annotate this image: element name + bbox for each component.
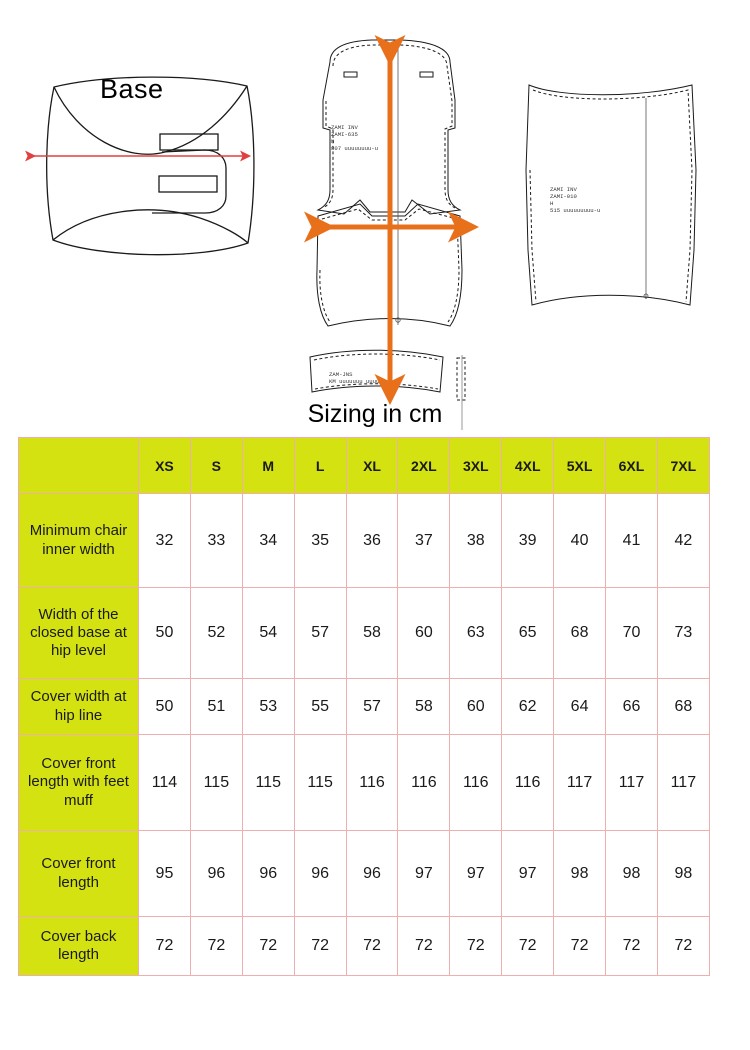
pattern-illustrations-svg	[0, 0, 750, 437]
cell-r5-c2: 72	[242, 917, 294, 976]
table-row	[19, 494, 710, 588]
svg-text:807 uuuuuuuu-u: 807 uuuuuuuu-u	[331, 145, 378, 152]
cell-r2-c7: 62	[502, 679, 554, 735]
cell-r4-c6: 97	[450, 831, 502, 917]
size-header-3xl: 3XL	[450, 438, 502, 494]
cell-r5-c3: 72	[294, 917, 346, 976]
sizing-table-body	[19, 494, 710, 976]
base-piece-label: Base	[100, 74, 164, 104]
cell-r2-c2: 53	[242, 679, 294, 735]
size-header-xs: XS	[139, 438, 191, 494]
cell-r2-c10: 68	[657, 679, 709, 735]
cell-r0-c3: 35	[294, 494, 346, 588]
cell-r0-c8: 40	[554, 494, 606, 588]
size-header-6xl: 6XL	[606, 438, 658, 494]
back-pattern-annotation-text	[550, 186, 600, 214]
cell-r0-c5: 37	[398, 494, 450, 588]
sizing-table-header-row	[19, 438, 710, 494]
sizing-table-head	[19, 438, 710, 494]
cell-r4-c8: 98	[554, 831, 606, 917]
size-header-s: S	[190, 438, 242, 494]
cell-r3-c1: 115	[190, 735, 242, 831]
cell-r0-c10: 42	[657, 494, 709, 588]
row-label-cover-width-hip-line: Cover width at hip line	[19, 679, 139, 735]
cell-r2-c4: 57	[346, 679, 398, 735]
sizing-table-container	[18, 437, 697, 976]
size-header-2xl: 2XL	[398, 438, 450, 494]
cell-r2-c6: 60	[450, 679, 502, 735]
size-header-m: M	[242, 438, 294, 494]
cell-r1-c5: 60	[398, 588, 450, 679]
cell-r1-c1: 52	[190, 588, 242, 679]
cell-r4-c2: 96	[242, 831, 294, 917]
cell-r1-c8: 68	[554, 588, 606, 679]
cell-r3-c3: 115	[294, 735, 346, 831]
size-header-5xl: 5XL	[554, 438, 606, 494]
svg-text:ZAMI-010: ZAMI-010	[550, 193, 577, 200]
cell-r1-c7: 65	[502, 588, 554, 679]
cell-r4-c0: 95	[139, 831, 191, 917]
cell-r2-c8: 64	[554, 679, 606, 735]
row-label-closed-base-width: Width of the closed base at hip level	[19, 588, 139, 679]
cell-r4-c3: 96	[294, 831, 346, 917]
svg-text:ZAM-JNS: ZAM-JNS	[329, 371, 353, 378]
cell-r3-c5: 116	[398, 735, 450, 831]
cell-r5-c6: 72	[450, 917, 502, 976]
table-row	[19, 831, 710, 917]
size-header-l: L	[294, 438, 346, 494]
cell-r1-c10: 73	[657, 588, 709, 679]
cell-r0-c9: 41	[606, 494, 658, 588]
cell-r2-c1: 51	[190, 679, 242, 735]
cell-r5-c0: 72	[139, 917, 191, 976]
cell-r1-c2: 54	[242, 588, 294, 679]
size-header-xl: XL	[346, 438, 398, 494]
cell-r5-c7: 72	[502, 917, 554, 976]
cell-r5-c8: 72	[554, 917, 606, 976]
cell-r5-c10: 72	[657, 917, 709, 976]
cell-r4-c9: 98	[606, 831, 658, 917]
cell-r1-c9: 70	[606, 588, 658, 679]
cell-r1-c6: 63	[450, 588, 502, 679]
cell-r0-c0: 32	[139, 494, 191, 588]
cell-r1-c3: 57	[294, 588, 346, 679]
pattern-annotation-text	[329, 124, 386, 385]
cell-r4-c10: 98	[657, 831, 709, 917]
table-row	[19, 917, 710, 976]
cell-r0-c2: 34	[242, 494, 294, 588]
cell-r4-c1: 96	[190, 831, 242, 917]
cell-r0-c6: 38	[450, 494, 502, 588]
cell-r5-c5: 72	[398, 917, 450, 976]
svg-text:ZAMI-635: ZAMI-635	[331, 131, 358, 138]
table-corner-cell	[19, 438, 139, 494]
size-header-7xl: 7XL	[657, 438, 709, 494]
cell-r2-c3: 55	[294, 679, 346, 735]
row-label-cover-front-length-feet-muff: Cover front length with feet muff	[19, 735, 139, 831]
cell-r3-c0: 114	[139, 735, 191, 831]
cell-r3-c6: 116	[450, 735, 502, 831]
cell-r1-c4: 58	[346, 588, 398, 679]
table-row	[19, 679, 710, 735]
cell-r5-c1: 72	[190, 917, 242, 976]
cell-r3-c2: 115	[242, 735, 294, 831]
cell-r2-c0: 50	[139, 679, 191, 735]
cell-r3-c8: 117	[554, 735, 606, 831]
row-label-min-chair-inner-width: Minimum chair inner width	[19, 494, 139, 588]
cell-r2-c5: 58	[398, 679, 450, 735]
cell-r0-c1: 33	[190, 494, 242, 588]
cell-r3-c7: 116	[502, 735, 554, 831]
cell-r0-c7: 39	[502, 494, 554, 588]
cell-r0-c4: 36	[346, 494, 398, 588]
cell-r4-c7: 97	[502, 831, 554, 917]
svg-text:515 uuuuuuuuu-u: 515 uuuuuuuuu-u	[550, 207, 601, 214]
svg-text:N: N	[331, 138, 335, 145]
svg-text:ZAMI INV: ZAMI INV	[331, 124, 358, 131]
row-label-cover-back-length: Cover back length	[19, 917, 139, 976]
table-row	[19, 735, 710, 831]
cell-r5-c4: 72	[346, 917, 398, 976]
cell-r3-c4: 116	[346, 735, 398, 831]
svg-text:ZAMI INV: ZAMI INV	[550, 186, 577, 193]
cell-r1-c0: 50	[139, 588, 191, 679]
sizing-table	[18, 437, 710, 976]
table-row	[19, 588, 710, 679]
cell-r2-c9: 66	[606, 679, 658, 735]
cell-r5-c9: 72	[606, 917, 658, 976]
sizing-chart-title: Sizing in cm	[307, 400, 443, 428]
svg-text:KM uuuuuuu uuuu-u: KM uuuuuuu uuuu-u	[329, 378, 387, 385]
cell-r4-c5: 97	[398, 831, 450, 917]
cell-r4-c4: 96	[346, 831, 398, 917]
size-header-4xl: 4XL	[502, 438, 554, 494]
svg-text:H: H	[550, 200, 554, 207]
row-label-cover-front-length: Cover front length	[19, 831, 139, 917]
pattern-diagram-area	[0, 0, 750, 437]
cell-r3-c9: 117	[606, 735, 658, 831]
cell-r3-c10: 117	[657, 735, 709, 831]
